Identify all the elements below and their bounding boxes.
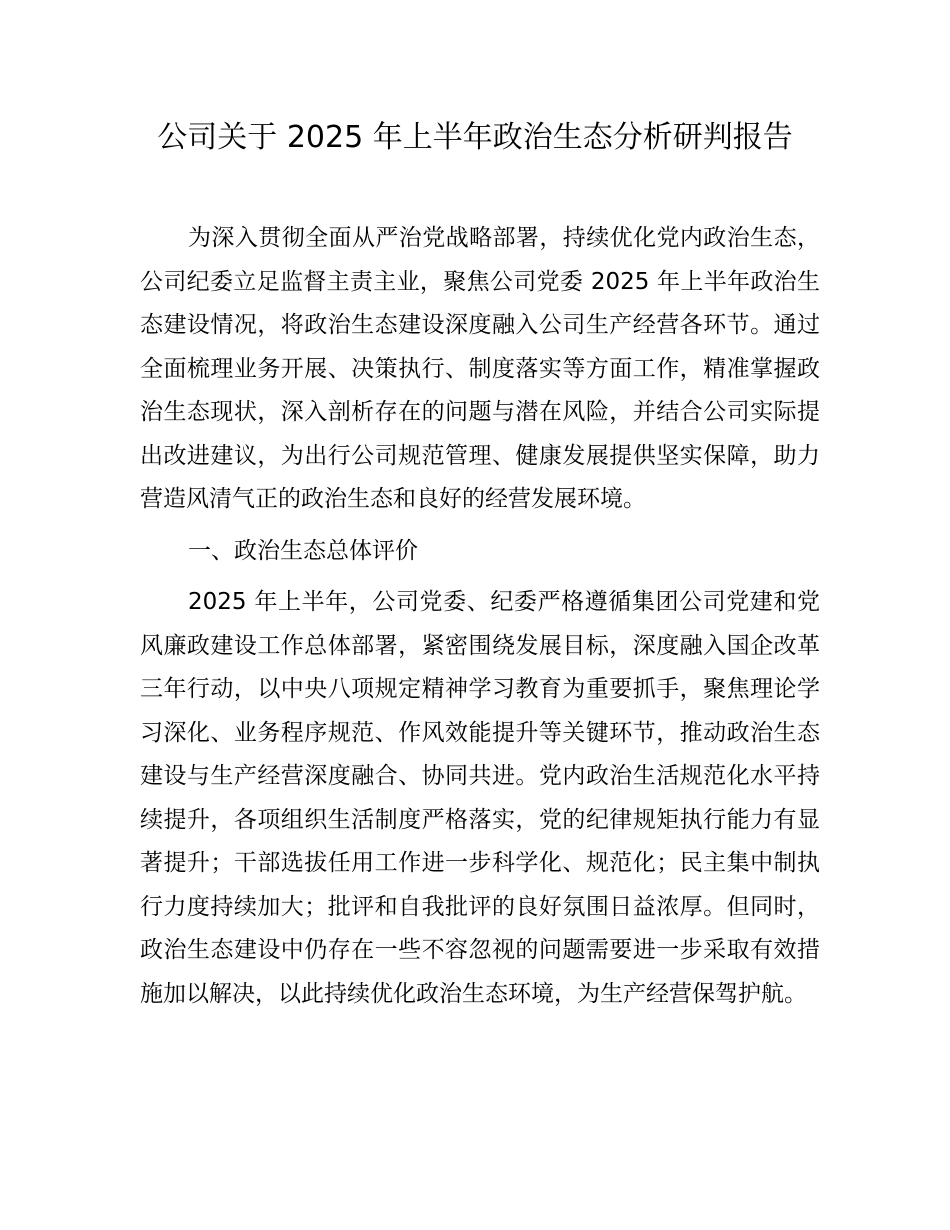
document-body [140,217,820,1016]
intro-paragraph: 为深入贯彻全面从严治党战略部署，持续优化党内政治生态，公司纪委立足监督主责主业，聚焦公司党委 2025 年上半年政治生态建设情况，将政治生态建设深度融入公司生产经营各环节。通过全面梳理业务开展、决策执行、制度落实等方面工作，精准掌握政治生态现状，深入剖析存在的问题与潜在风险，并结合公司实际提出改进建议，为出行公司规范管理、健康发展提供坚实保障，助力营造风清气正的政治生态和良好的经营发展环境。 [140,225,820,512]
section-heading: 一、政治生态总体评价 [188,537,418,564]
document-title: 公司关于 2025 年上半年政治生态分析研判报告 [157,120,793,155]
section-paragraph: 2025 年上半年，公司党委、纪委严格遵循集团公司党建和党风廉政建设工作总体部署，紧密围绕发展目标，深度融入国企改革三年行动，以中央八项规定精神学习教育为重要抓手，聚焦理论学习深化、业务程序规范、作风效能提升等关键环节，推动政治生态建设与生产经营深度融合、协同共进。党内政治生活规范化水平持续提升，各项组织生活制度严格落实，党的纪律规矩执行能力有显著提升；干部选拔任用工作进一步科学化、规范化；民主集中制执行力度持续加大；批评和自我批评的良好氛围日益浓厚。但同时，政治生态建设中仍存在一些不容忽视的问题需要进一步采取有效措施加以解决，以此持续优化政治生态环境，为生产经营保驾护航。 [140,589,820,1007]
